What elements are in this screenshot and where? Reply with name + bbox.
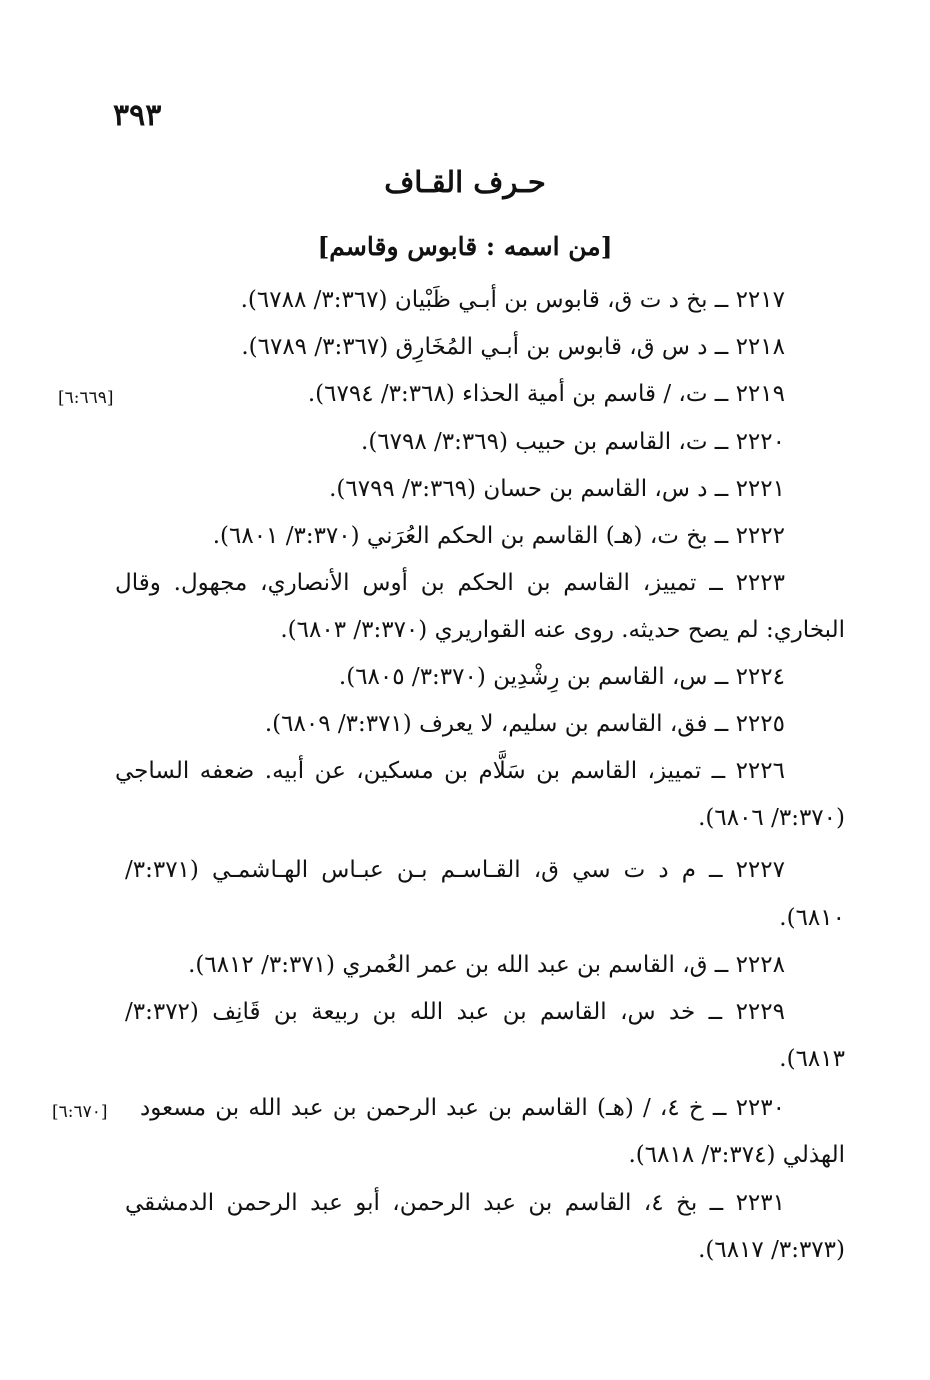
entry-2229: ٢٢٢٩ ــ خد س، القاسم بن عبد الله بن ربيعة بن قَانِف (٣:٣٧٢/ <box>125 999 785 1025</box>
entry-2218: ٢٢١٨ ــ د س ق، قابوس بن أبـي المُخَارِق (٣:٣٦٧/ ٦٧٨٩). <box>241 334 785 360</box>
entry-2231: ٢٢٣١ ــ بخ ٤، القاسم بن عبد الرحمن، أبو عبد الرحمن الدمشقي <box>125 1190 785 1216</box>
entry-2217: ٢٢١٧ ــ بخ د ت ق، قابوس بن أبـي ظَبْيان (٣:٣٦٧/ ٦٧٨٨). <box>240 287 785 313</box>
entry-2228: ٢٢٢٨ ــ ق، القاسم بن عبد الله بن عمر العُمري (٣:٣٧١/ ٦٨١٢). <box>188 952 785 978</box>
entry-2230: ٢٢٣٠ ــ خ ٤، / (هـ) القاسم بن عبد الرحمن بن عبد الله بن مسعود <box>140 1095 785 1121</box>
entry-2221: ٢٢٢١ ــ د س، القاسم بن حسان (٣:٣٦٩/ ٦٧٩٩). <box>329 476 785 502</box>
entry-2226: ٢٢٢٦ ــ تمييز، القاسم بن سَلَّام بن مسكين، عن أبيه. ضعفه الساجي <box>115 758 785 784</box>
entry-2223-cont: البخاري: لم يصح حديثه. روى عنه القواريري (٣:٣٧٠/ ٦٨٠٣). <box>280 617 845 643</box>
entry-2224: ٢٢٢٤ ــ س، القاسم بن رِشْدِين (٣:٣٧٠/ ٦٨٠٥). <box>338 664 785 690</box>
entry-2227-cont: ٦٨١٠). <box>779 905 845 931</box>
entry-2222: ٢٢٢٢ ــ بخ ت، (هـ) القاسم بن الحكم العُرَني (٣:٣٧٠/ ٦٨٠١). <box>212 523 785 549</box>
section-title: [من اسمه : قابوس وقاسم] <box>317 232 613 261</box>
entry-2230-cont: الهذلي (٣:٣٧٤/ ٦٨١٨). <box>628 1142 845 1168</box>
entry-2231-cont: (٣:٣٧٣/ ٦٨١٧). <box>698 1237 845 1263</box>
entry-2227: ٢٢٢٧ ــ م د ت سي ق، القـاسـم بـن عبـاس الهـاشمـي (٣:٣٧١/ <box>125 857 785 883</box>
margin-note: [٦:٦٧٠] <box>52 1102 108 1122</box>
entry-2229-cont: ٦٨١٣). <box>779 1046 845 1072</box>
chapter-title: حـرف القـاف <box>384 165 546 199</box>
page-number: ٣٩٣ <box>113 98 162 133</box>
entry-2223: ٢٢٢٣ ــ تمييز، القاسم بن الحكم بن أوس الأنصاري، مجهول. وقال <box>115 570 785 596</box>
entry-2219: ٢٢١٩ ــ ت، / قاسم بن أمية الحذاء (٣:٣٦٨/ ٦٧٩٤). <box>307 381 785 407</box>
entry-2220: ٢٢٢٠ ــ ت، القاسم بن حبيب (٣:٣٦٩/ ٦٧٩٨). <box>361 429 785 455</box>
entry-2226-cont: (٣:٣٧٠/ ٦٨٠٦). <box>698 805 845 831</box>
entry-2225: ٢٢٢٥ ــ فق، القاسم بن سليم، لا يعرف (٣:٣٧١/ ٦٨٠٩). <box>264 711 785 737</box>
margin-note: [٦:٦٦٩] <box>58 388 114 408</box>
